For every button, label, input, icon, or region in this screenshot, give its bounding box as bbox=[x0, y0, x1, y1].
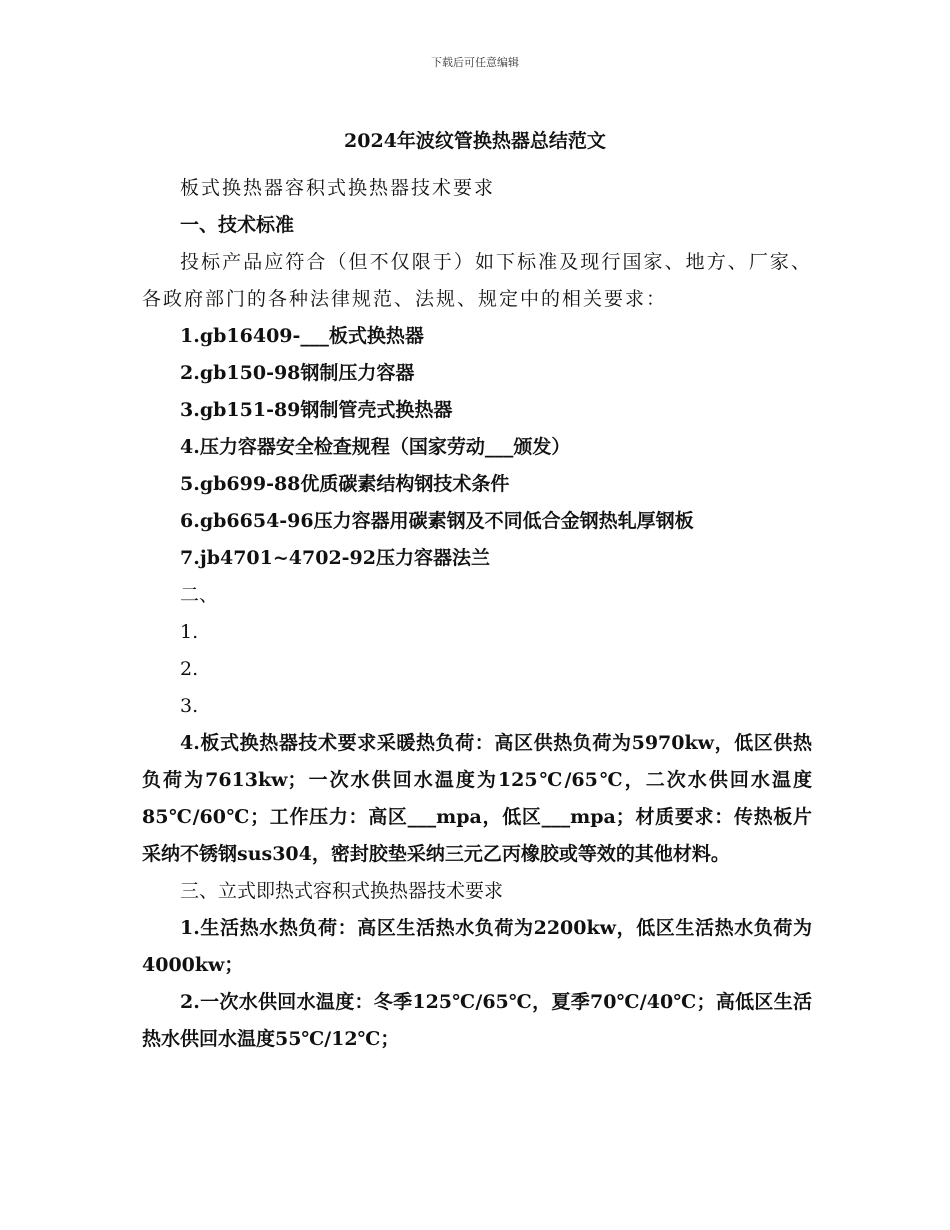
document-title: 2024年波纹管换热器总结范文 bbox=[344, 130, 606, 152]
list-item: 1. bbox=[180, 621, 199, 643]
paragraph-plate-exchanger-requirements: 4.板式换热器技术要求采暖热负荷：高区供热负荷为5970kw，低区供热负荷为7613kw；一次水供回水温度为125℃/65℃，二次水供回水温度85℃/60℃；工作压力：高区___mpa，低区___mpa；材质要求：传热板片采纳不锈钢sus304，密封胶垫采纳三元乙丙橡胶或等效的其他材料。 bbox=[142, 732, 812, 865]
list-item: 3. bbox=[180, 695, 199, 717]
list-item: 1.生活热水热负荷：高区生活热水负荷为2200kw，低区生活热水负荷为4000kw； bbox=[142, 917, 812, 976]
list-item: 1.gb16409-___板式换热器 bbox=[180, 325, 424, 347]
section-heading-1: 一、技术标准 bbox=[180, 214, 295, 236]
list-item: 2.gb150-98钢制压力容器 bbox=[180, 362, 415, 384]
paragraph-intro: 板式换热器容积式换热器技术要求 bbox=[180, 177, 496, 199]
section-heading-3: 三、立式即热式容积式换热器技术要求 bbox=[180, 880, 504, 902]
list-item: 6.gb6654-96压力容器用碳素钢及不同低合金钢热轧厚钢板 bbox=[180, 510, 694, 532]
list-item: 3.gb151-89钢制管壳式换热器 bbox=[180, 399, 453, 421]
list-item: 2.一次水供回水温度：冬季125℃/65℃，夏季70℃/40℃；高低区生活热水供回水温度55℃/12℃； bbox=[142, 991, 812, 1050]
list-item: 2. bbox=[180, 658, 199, 680]
paragraph-standards-intro: 投标产品应符合（但不仅限于）如下标准及现行国家、地方、厂家、各政府部门的各种法律规范、法规、规定中的相关要求： bbox=[142, 251, 812, 310]
section-heading-2: 二、 bbox=[180, 584, 219, 606]
header-note: 下载后可任意编辑 bbox=[431, 56, 519, 69]
list-item: 5.gb699-88优质碳素结构钢技术条件 bbox=[180, 473, 510, 495]
list-item: 4.压力容器安全检查规程（国家劳动___颁发） bbox=[180, 436, 571, 458]
document-body bbox=[142, 170, 812, 1058]
list-item: 7.jb4701~4702-92压力容器法兰 bbox=[180, 547, 491, 569]
